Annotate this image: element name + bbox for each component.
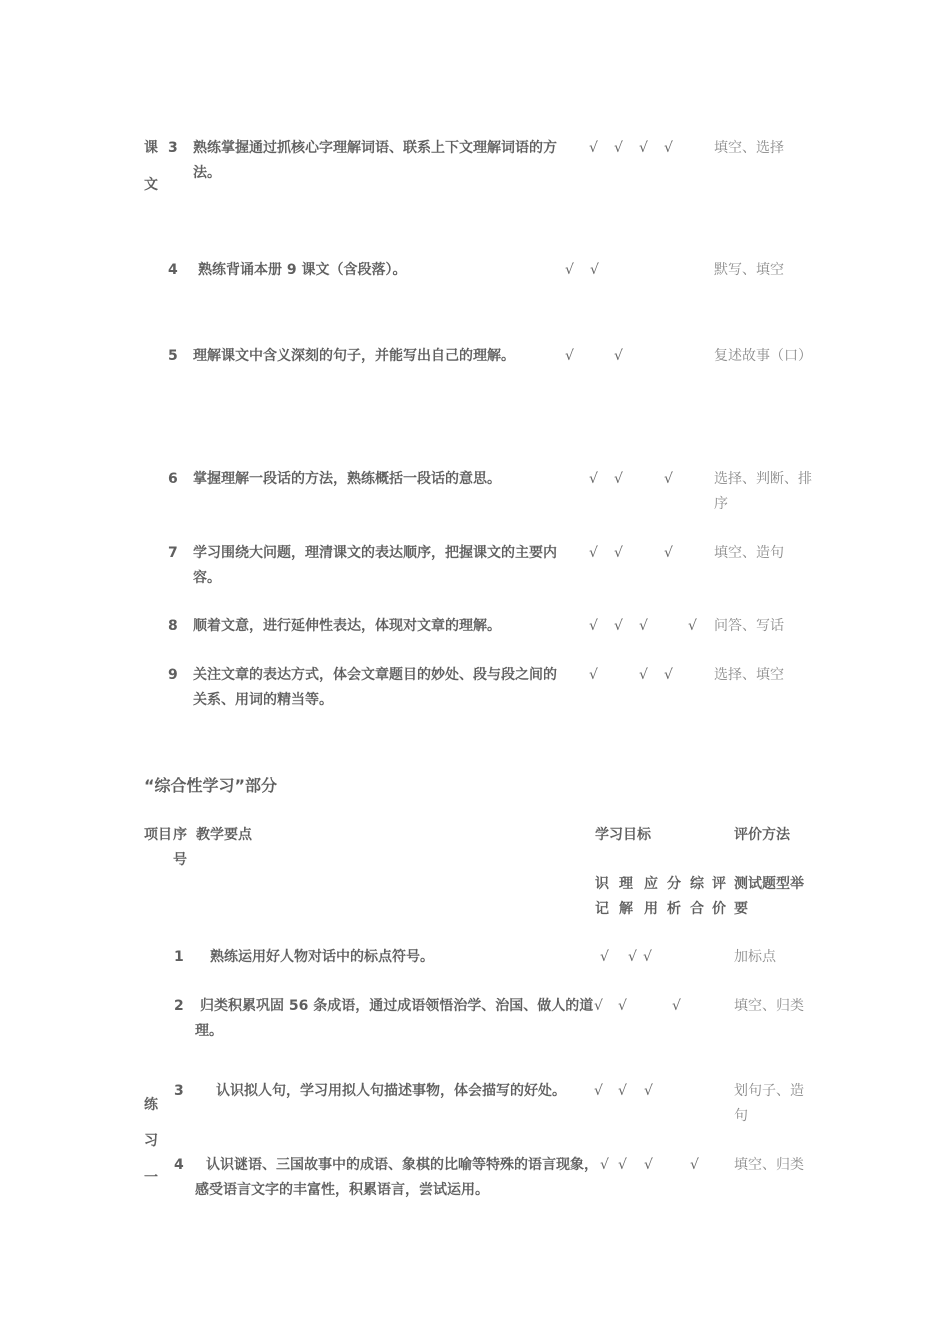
eval-method: 填空、选择 — [714, 140, 784, 156]
row-number: 3 — [174, 1083, 184, 1099]
row-text-cont: 关系、用词的精当等。 — [193, 692, 333, 708]
check-mark: √ — [639, 140, 648, 156]
check-mark: √ — [614, 348, 623, 364]
check-mark: √ — [644, 1157, 653, 1173]
goal-col-bottom: 析 — [667, 901, 681, 917]
eval-method: 复述故事（口） — [714, 348, 812, 364]
check-mark: √ — [589, 618, 598, 634]
check-mark: √ — [600, 1157, 609, 1173]
check-mark: √ — [594, 1083, 603, 1099]
goal-col-bottom: 记 — [595, 901, 609, 917]
eval-method: 选择、填空 — [714, 667, 784, 683]
goal-col-top: 理 — [619, 876, 633, 892]
eval-sub-header: 测试题型举 — [734, 876, 804, 892]
row-text: 熟练掌握通过抓核心字理解词语、联系上下文理解词语的方 — [193, 140, 557, 156]
row-number: 1 — [174, 949, 184, 965]
check-mark: √ — [639, 618, 648, 634]
goal-col-top: 应 — [644, 876, 658, 892]
label-char: 一 — [144, 1170, 158, 1186]
check-mark: √ — [664, 667, 673, 683]
row-text: 学习围绕大问题，理清课文的表达顺序，把握课文的主要内 — [193, 545, 557, 561]
check-mark: √ — [618, 1083, 627, 1099]
section-heading: “综合性学习”部分 — [144, 776, 278, 795]
row-text: 熟练背诵本册 9 课文（含段落）。 — [198, 262, 407, 278]
eval-method: 选择、判断、排 — [714, 471, 812, 487]
check-mark: √ — [644, 1083, 653, 1099]
label-char: 课 — [144, 140, 158, 156]
check-mark: √ — [643, 949, 652, 965]
eval-sub-header-cont: 要 — [734, 901, 748, 917]
goal-col-bottom: 用 — [644, 901, 658, 917]
check-mark: √ — [589, 140, 598, 156]
row-number: 4 — [168, 262, 178, 278]
label-char: 练 — [144, 1097, 158, 1113]
row-text-cont: 法。 — [193, 165, 221, 181]
row-text: 认识拟人句，学习用拟人句描述事物，体会描写的好处。 — [216, 1083, 566, 1099]
check-mark: √ — [614, 471, 623, 487]
check-mark: √ — [565, 348, 574, 364]
check-mark: √ — [589, 471, 598, 487]
check-mark: √ — [589, 545, 598, 561]
check-mark: √ — [664, 471, 673, 487]
eval-method: 划句子、造 — [734, 1083, 804, 1099]
header-seq: 序 — [173, 827, 187, 843]
label-char: 文 — [144, 177, 158, 193]
eval-method: 问答、写话 — [714, 618, 784, 634]
row-text: 关注文章的表达方式，体会文章题目的妙处、段与段之间的 — [193, 667, 557, 683]
row-text: 熟练运用好人物对话中的标点符号。 — [210, 949, 434, 965]
check-mark: √ — [614, 140, 623, 156]
row-number: 6 — [168, 471, 178, 487]
eval-method: 填空、造句 — [714, 545, 784, 561]
row-number: 8 — [168, 618, 178, 634]
label-char: 习 — [144, 1133, 158, 1149]
row-text: 掌握理解一段话的方法，熟练概括一段话的意思。 — [193, 471, 501, 487]
row-text: 顺着文意，进行延伸性表达，体现对文章的理解。 — [193, 618, 501, 634]
check-mark: √ — [600, 949, 609, 965]
check-mark: √ — [594, 998, 603, 1014]
check-mark: √ — [688, 618, 697, 634]
eval-method: 填空、归类 — [734, 998, 804, 1014]
check-mark: √ — [690, 1157, 699, 1173]
check-mark: √ — [664, 140, 673, 156]
header-points: 教学要点 — [196, 827, 252, 843]
check-mark: √ — [639, 667, 648, 683]
header-goals: 学习目标 — [595, 827, 651, 843]
goal-col-bottom: 解 — [619, 901, 633, 917]
goal-col-bottom: 价 — [712, 901, 726, 917]
check-mark: √ — [614, 618, 623, 634]
goal-col-top: 识 — [595, 876, 609, 892]
row-number: 3 — [168, 140, 178, 156]
check-mark: √ — [664, 545, 673, 561]
goal-col-bottom: 合 — [690, 901, 704, 917]
row-number: 7 — [168, 545, 178, 561]
check-mark: √ — [614, 545, 623, 561]
check-mark: √ — [565, 262, 574, 278]
eval-method: 填空、归类 — [734, 1157, 804, 1173]
row-number: 2 — [174, 998, 184, 1014]
check-mark: √ — [590, 262, 599, 278]
eval-method-cont: 句 — [734, 1108, 748, 1124]
goal-col-top: 综 — [690, 876, 704, 892]
check-mark: √ — [628, 949, 637, 965]
row-text: 归类积累巩固 56 条成语，通过成语领悟治学、治国、做人的道 — [200, 998, 594, 1014]
row-text: 理解课文中含义深刻的句子，并能写出自己的理解。 — [193, 348, 515, 364]
check-mark: √ — [618, 998, 627, 1014]
check-mark: √ — [672, 998, 681, 1014]
check-mark: √ — [589, 667, 598, 683]
row-text-cont: 感受语言文字的丰富性，积累语言，尝试运用。 — [195, 1182, 489, 1198]
row-number: 9 — [168, 667, 178, 683]
row-text-cont: 理。 — [195, 1023, 223, 1039]
check-mark: √ — [618, 1157, 627, 1173]
row-text: 认识谜语、三国故事中的成语、象棋的比喻等特殊的语言现象， — [206, 1157, 598, 1173]
row-text-cont: 容。 — [193, 570, 221, 586]
header-project: 项目 — [144, 827, 172, 843]
header-seq-cont: 号 — [173, 852, 187, 868]
eval-method: 默写、填空 — [714, 262, 784, 278]
goal-col-top: 评 — [712, 876, 726, 892]
goal-col-top: 分 — [667, 876, 681, 892]
eval-method: 加标点 — [734, 949, 776, 965]
row-number: 5 — [168, 348, 178, 364]
header-eval: 评价方法 — [734, 827, 790, 843]
eval-method-cont: 序 — [714, 496, 728, 512]
row-number: 4 — [174, 1157, 184, 1173]
